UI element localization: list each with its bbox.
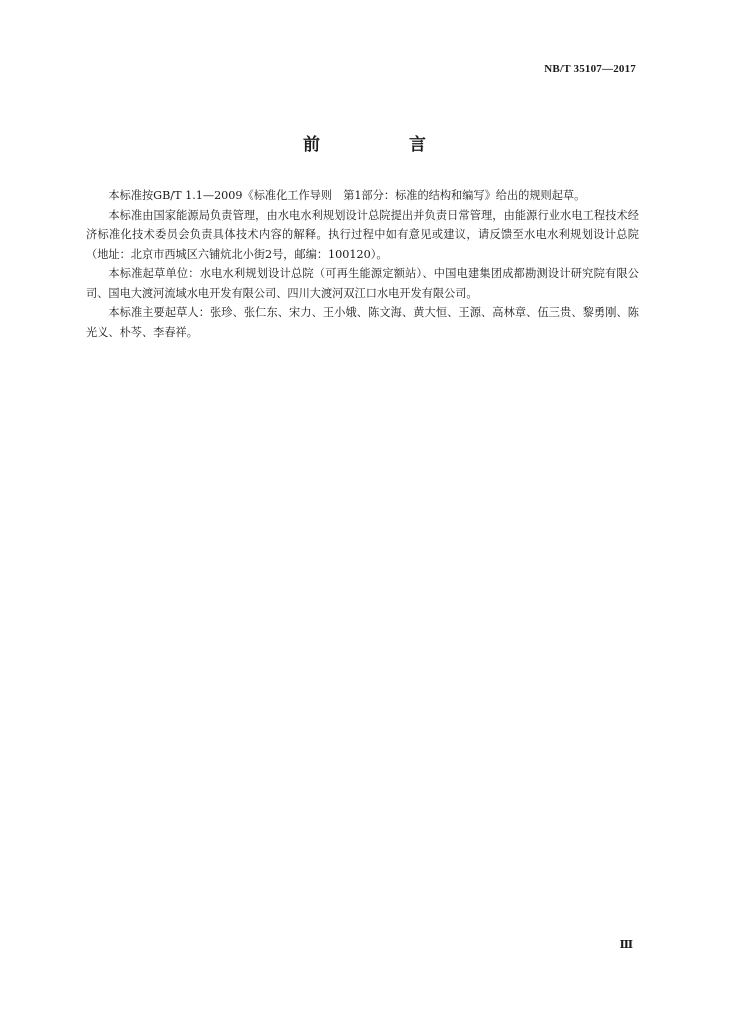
- paragraph-management: 本标准由国家能源局负责管理，由水电水利规划设计总院提出并负责日常管理，由能源行业水电工程技术经济标准化技术委员会负责具体技术内容的解释。执行过程中如有意见或建议，请反馈至水电水利规划设计总院（地址：北京市西城区六铺炕北小街2号，邮编：100120）。: [86, 208, 639, 261]
- foreword-body: [86, 186, 639, 342]
- page-number: Ⅲ: [619, 939, 633, 951]
- page-title: 前 言: [303, 135, 462, 155]
- standard-code: NB/T 35107—2017: [544, 63, 636, 75]
- paragraph-drafters: 本标准主要起草人：张珍、张仁东、宋力、王小娥、陈文海、黄大恒、王源、高林章、伍三贵、黎勇刚、陈光义、朴芩、李春祥。: [86, 306, 639, 339]
- paragraph-drafting-units: 本标准起草单位：水电水利规划设计总院（可再生能源定额站）、中国电建集团成都勘测设计研究院有限公司、国电大渡河流域水电开发有限公司、四川大渡河双江口水电开发有限公司。: [86, 267, 639, 300]
- paragraph-drafting-rules: 本标准按GB/T 1.1—2009《标准化工作导则 第1部分：标准的结构和编写》给出的规则起草。: [108, 189, 586, 202]
